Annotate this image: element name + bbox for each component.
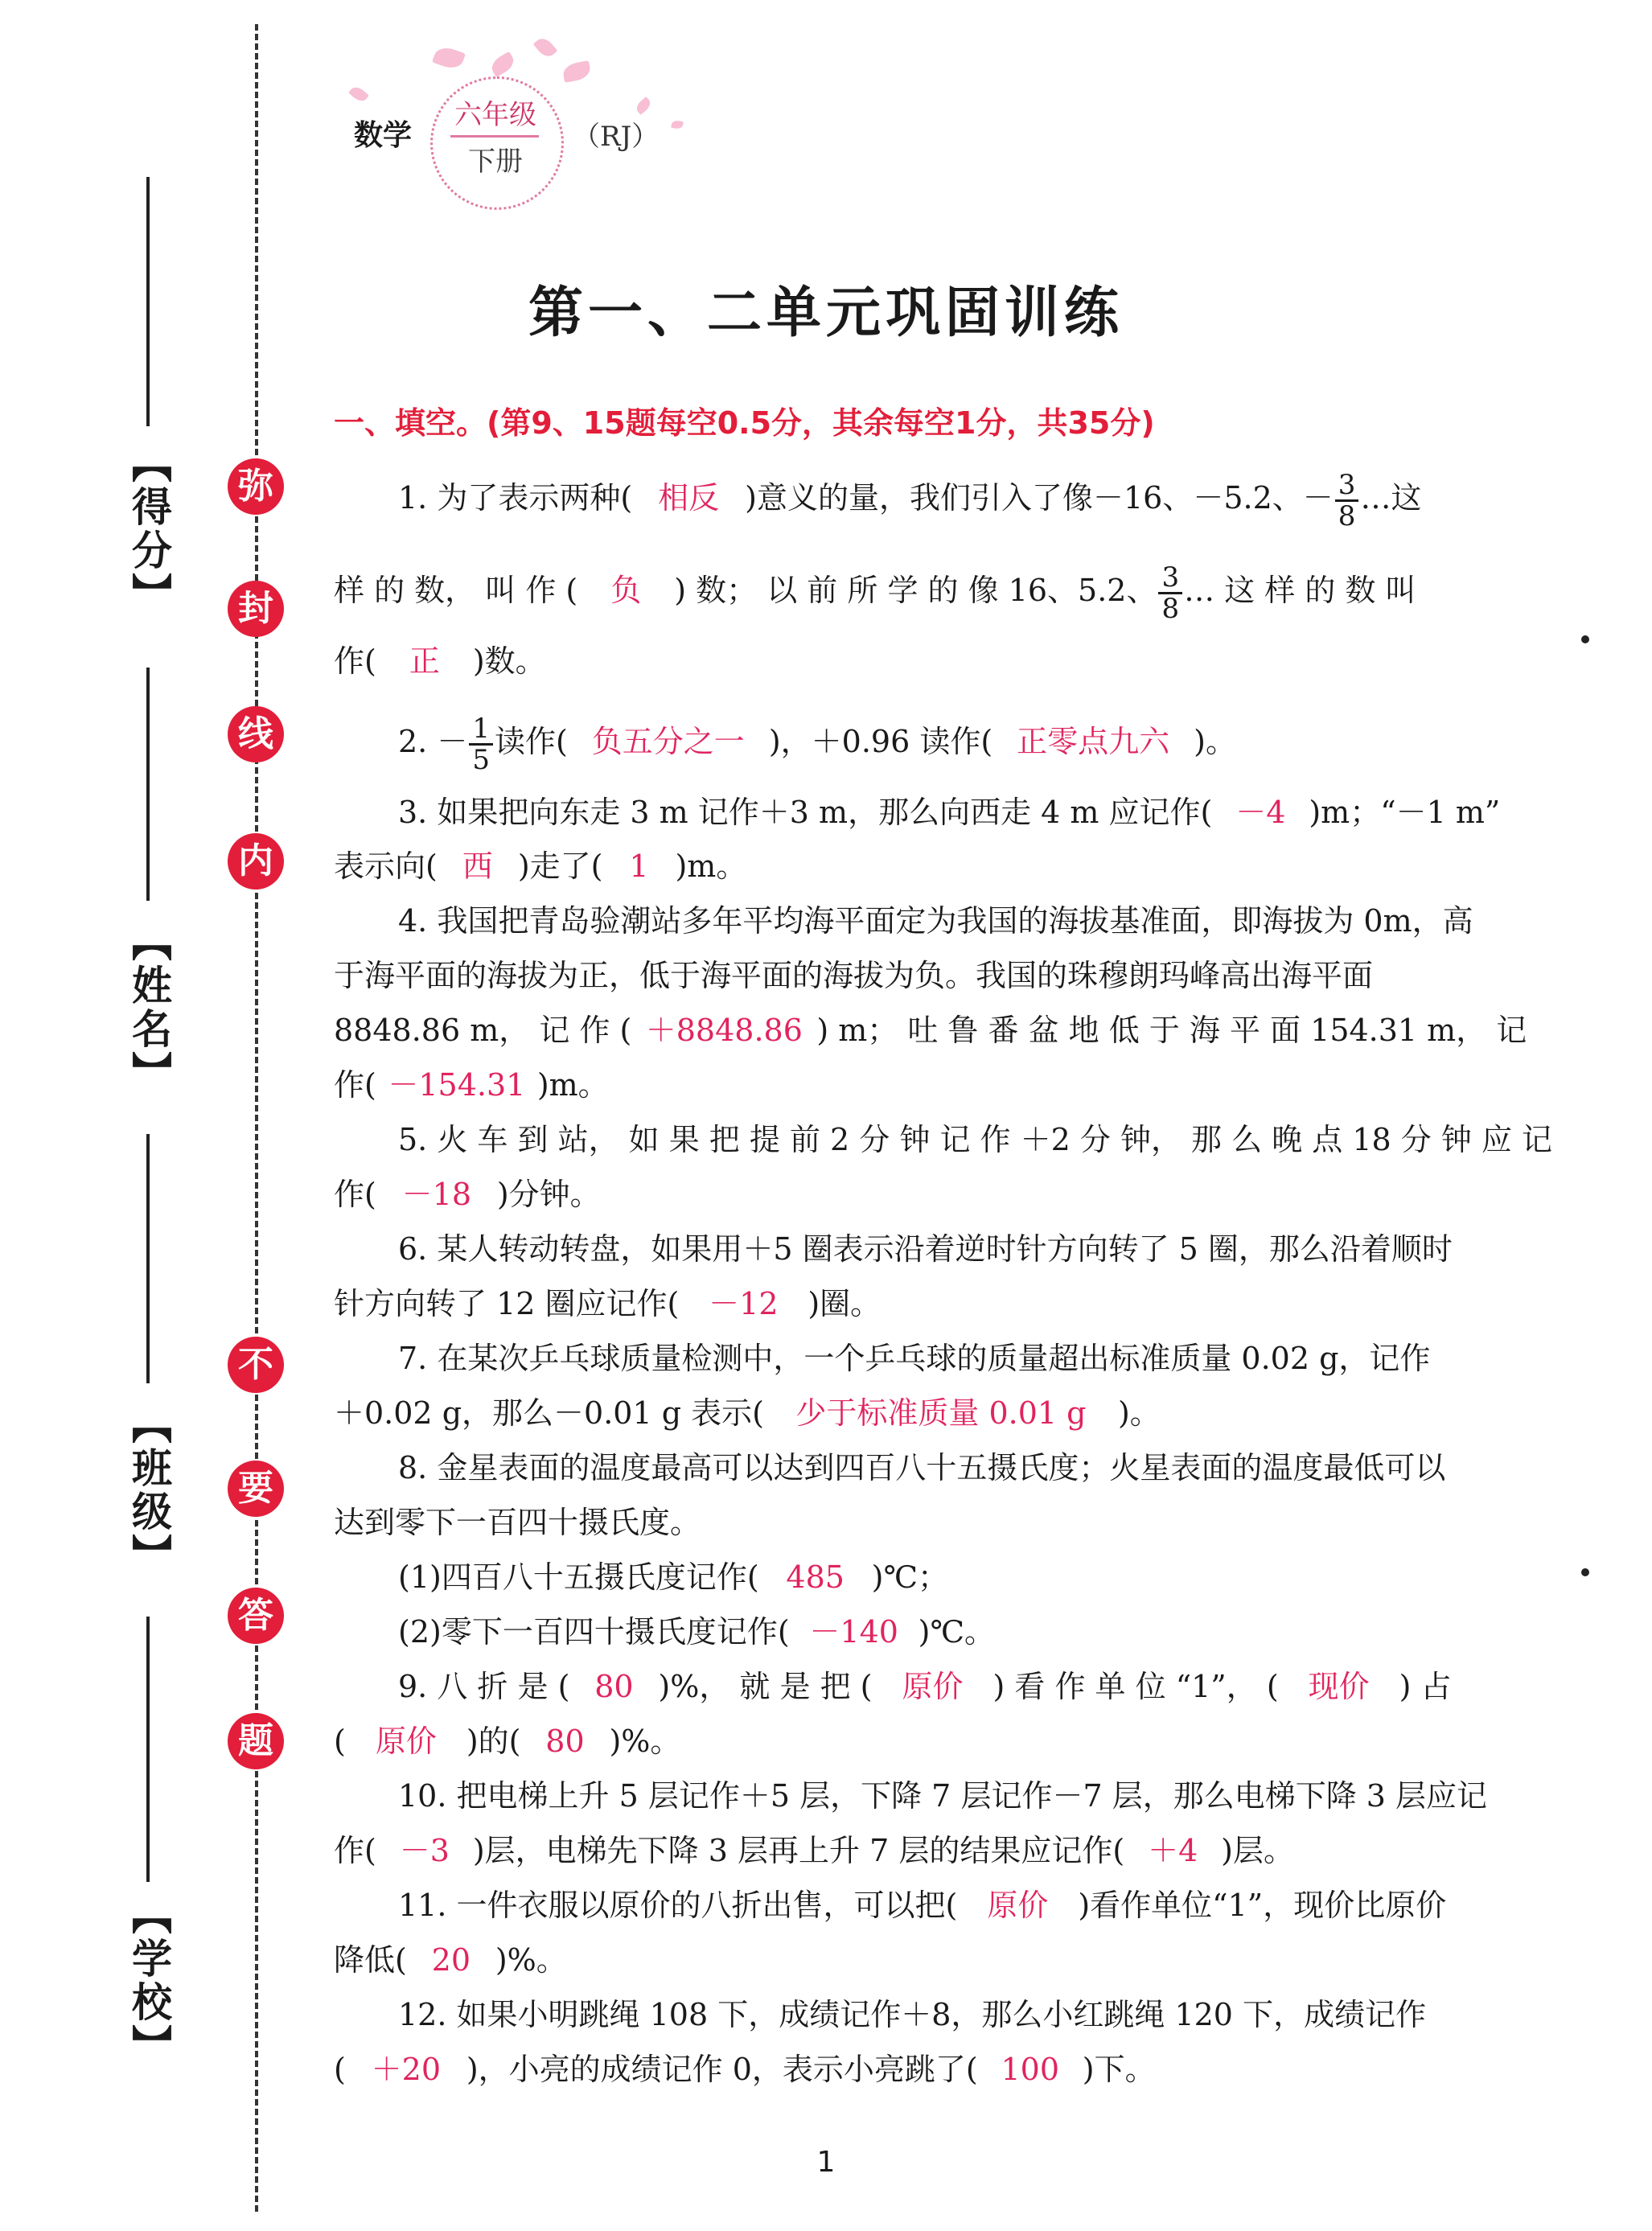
answer-blank[interactable]: －18 <box>401 1177 471 1212</box>
answer-blank[interactable]: ＋8848.86 <box>645 1013 803 1048</box>
section-heading: 一、填空。(第9、15题每空0.5分，其余每空1分，共35分) <box>334 405 1155 441</box>
answer-blank[interactable]: 80 <box>545 1724 585 1759</box>
answer-blank[interactable]: －12 <box>709 1286 779 1321</box>
name-blank[interactable] <box>146 668 150 901</box>
volume-label: 下册 <box>468 146 523 178</box>
question-8-line-2: 达到零下一百四十摄氏度。 <box>334 1505 701 1540</box>
question-8-line-1: 8. 金星表面的温度最高可以达到四百八十五摄氏度；火星表面的温度最低可以 <box>398 1450 1446 1485</box>
answer-blank[interactable]: 20 <box>431 1942 471 1978</box>
question-3-line-2: 表示向( 西 )走了( 1 )m。 <box>334 846 746 886</box>
scan-speck <box>1581 1568 1589 1576</box>
answer-blank[interactable]: 正零点九六 <box>1017 724 1170 759</box>
seal-char: 不 <box>228 1337 284 1393</box>
subject-label: 数学 <box>354 118 413 152</box>
seal-char: 要 <box>228 1461 284 1517</box>
answer-blank[interactable]: 西 <box>462 848 493 884</box>
answer-blank[interactable]: －4 <box>1235 795 1286 830</box>
answer-blank[interactable]: －3 <box>399 1833 450 1868</box>
question-6-line-2: 针方向转了 12 圈应记作( －12 )圈。 <box>334 1284 881 1324</box>
answer-blank[interactable]: ＋4 <box>1148 1833 1198 1868</box>
seal-char: 答 <box>228 1588 284 1644</box>
seal-dashed-line <box>255 24 258 2212</box>
seal-char: 线 <box>228 706 284 762</box>
fraction: $\frac{3}{8}$ <box>1158 563 1182 623</box>
answer-blank[interactable]: 80 <box>594 1669 634 1704</box>
class-label: 【班级】 <box>125 1403 173 1577</box>
question-9-line-1: 9. 八 折 是 ( 80 )%， 就 是 把 ( 原价 ) 看 作 单 位 “1”， ( 现价 ) 占 <box>398 1666 1452 1707</box>
school-blank[interactable] <box>146 1617 150 1882</box>
class-blank[interactable] <box>146 1134 150 1383</box>
question-10-line-1: 10. 把电梯上升 5 层记作＋5 层，下降 7 层记作－7 层，那么电梯下降 3 层应记 <box>398 1778 1488 1814</box>
question-4-line-2: 于海平面的海拔为正，低于海平面的海拔为负。我国的珠穆朗玛峰高出海平面 <box>334 958 1374 993</box>
seal-char: 弥 <box>228 458 284 515</box>
answer-blank[interactable]: 485 <box>786 1559 844 1595</box>
question-12-line-1: 12. 如果小明跳绳 108 下，成绩记作＋8，那么小红跳绳 120 下，成绩记作 <box>398 1997 1427 2032</box>
answer-blank[interactable]: 负五分之一 <box>591 724 745 759</box>
question-11-line-1: 11. 一件衣服以原价的八折出售，可以把( 原价 )看作单位“1”，现价比原价 <box>398 1885 1446 1925</box>
question-11-line-2: 降低( 20 )%。 <box>334 1940 567 1980</box>
question-9-line-2: ( 原价 )的( 80 )%。 <box>334 1721 680 1761</box>
question-6-line-1: 6. 某人转动转盘，如果用＋5 圈表示沿着逆时针方向转了 5 圈，那么沿着顺时 <box>398 1231 1453 1267</box>
scan-speck <box>1581 635 1589 643</box>
answer-blank[interactable]: 现价 <box>1308 1669 1370 1704</box>
question-8-sub-2: (2)零下一百四十摄氏度记作( －140 )℃。 <box>398 1612 995 1652</box>
answer-blank[interactable]: －140 <box>809 1614 898 1650</box>
answer-blank[interactable]: 原价 <box>987 1888 1049 1923</box>
answer-blank[interactable]: 100 <box>1001 2052 1060 2087</box>
answer-blank[interactable]: 负 <box>610 573 642 608</box>
question-4-line-4: 作( －154.31 )m。 <box>334 1065 609 1105</box>
answer-blank[interactable]: 少于标准质量 0.01 g <box>795 1395 1087 1431</box>
question-7-line-1: 7. 在某次乒乓球质量检测中，一个乒乓球的质量超出标准质量 0.02 g，记作 <box>398 1341 1431 1376</box>
score-label: 【得分】 <box>125 442 173 616</box>
answer-blank[interactable]: 1 <box>629 848 649 884</box>
page-title: 第一、二单元巩固训练 <box>528 281 1124 345</box>
question-1-line-1: 1. 为了表示两种( 相反 )意义的量，我们引入了像－16、－5.2、－ $\frac{3}{8}$ …这 <box>398 469 1422 532</box>
name-label: 【姓名】 <box>125 921 173 1095</box>
answer-blank[interactable]: 原价 <box>375 1724 437 1759</box>
seal-char: 内 <box>228 833 284 890</box>
question-4-line-1: 4. 我国把青岛验潮站多年平均海平面定为我国的海拔基准面，即海拔为 0m，高 <box>398 903 1473 939</box>
question-5-line-2: 作( －18 )分钟。 <box>334 1174 601 1214</box>
question-2-line-1: 2. － $\frac{1}{5}$ 读作( 负五分之一 )，＋0.96 读作( 正零点九六 )。 <box>398 713 1236 776</box>
seal-char: 封 <box>228 581 284 637</box>
grade-label: 六年级 <box>454 99 536 131</box>
question-1-line-2: 样 的 数， 叫 作 ( 负 ) 数； 以 前 所 学 的 像 16、5.2、 $\frac{3}{8}$ … 这 样 的 数 叫 <box>334 561 1416 625</box>
fraction: $\frac{1}{5}$ <box>469 714 493 774</box>
question-5-line-1: 5. 火 车 到 站， 如 果 把 提 前 2 分 钟 记 作 ＋2 分 钟， 那 么 晚 点 18 分 钟 应 记 <box>398 1122 1553 1157</box>
answer-blank[interactable]: 原价 <box>902 1669 964 1704</box>
answer-blank[interactable]: 相反 <box>658 480 720 516</box>
page-number: 1 <box>816 2146 836 2179</box>
fraction: $\frac{3}{8}$ <box>1335 470 1359 531</box>
answer-blank[interactable]: ＋20 <box>371 2052 441 2087</box>
school-label: 【学校】 <box>125 1894 173 2068</box>
question-10-line-2: 作( －3 )层，电梯先下降 3 层再上升 7 层的结果应记作( ＋4 )层。 <box>334 1830 1294 1871</box>
question-12-line-2: ( ＋20 )，小亮的成绩记作 0，表示小亮跳了( 100 )下。 <box>334 2049 1156 2089</box>
question-8-sub-1: (1)四百八十五摄氏度记作( 485 )℃； <box>398 1557 948 1597</box>
edition-label: （RJ） <box>573 121 660 153</box>
question-3-line-1: 3. 如果把向东走 3 m 记作＋3 m，那么向西走 4 m 应记作( －4 )m；“－1 m” <box>398 792 1500 832</box>
answer-blank[interactable]: 正 <box>409 643 440 679</box>
grade-divider <box>450 135 539 138</box>
seal-char: 题 <box>228 1713 284 1769</box>
answer-blank[interactable]: －154.31 <box>388 1067 526 1103</box>
question-1-line-3: 作( 正 )数。 <box>334 641 546 681</box>
question-7-line-2: ＋0.02 g，那么－0.01 g 表示( 少于标准质量 0.01 g )。 <box>334 1393 1161 1433</box>
question-4-line-3: 8848.86 m， 记 作 ( ＋8848.86 ) m； 吐 鲁 番 盆 地 低 于 海 平 面 154.31 m， 记 <box>334 1010 1527 1050</box>
